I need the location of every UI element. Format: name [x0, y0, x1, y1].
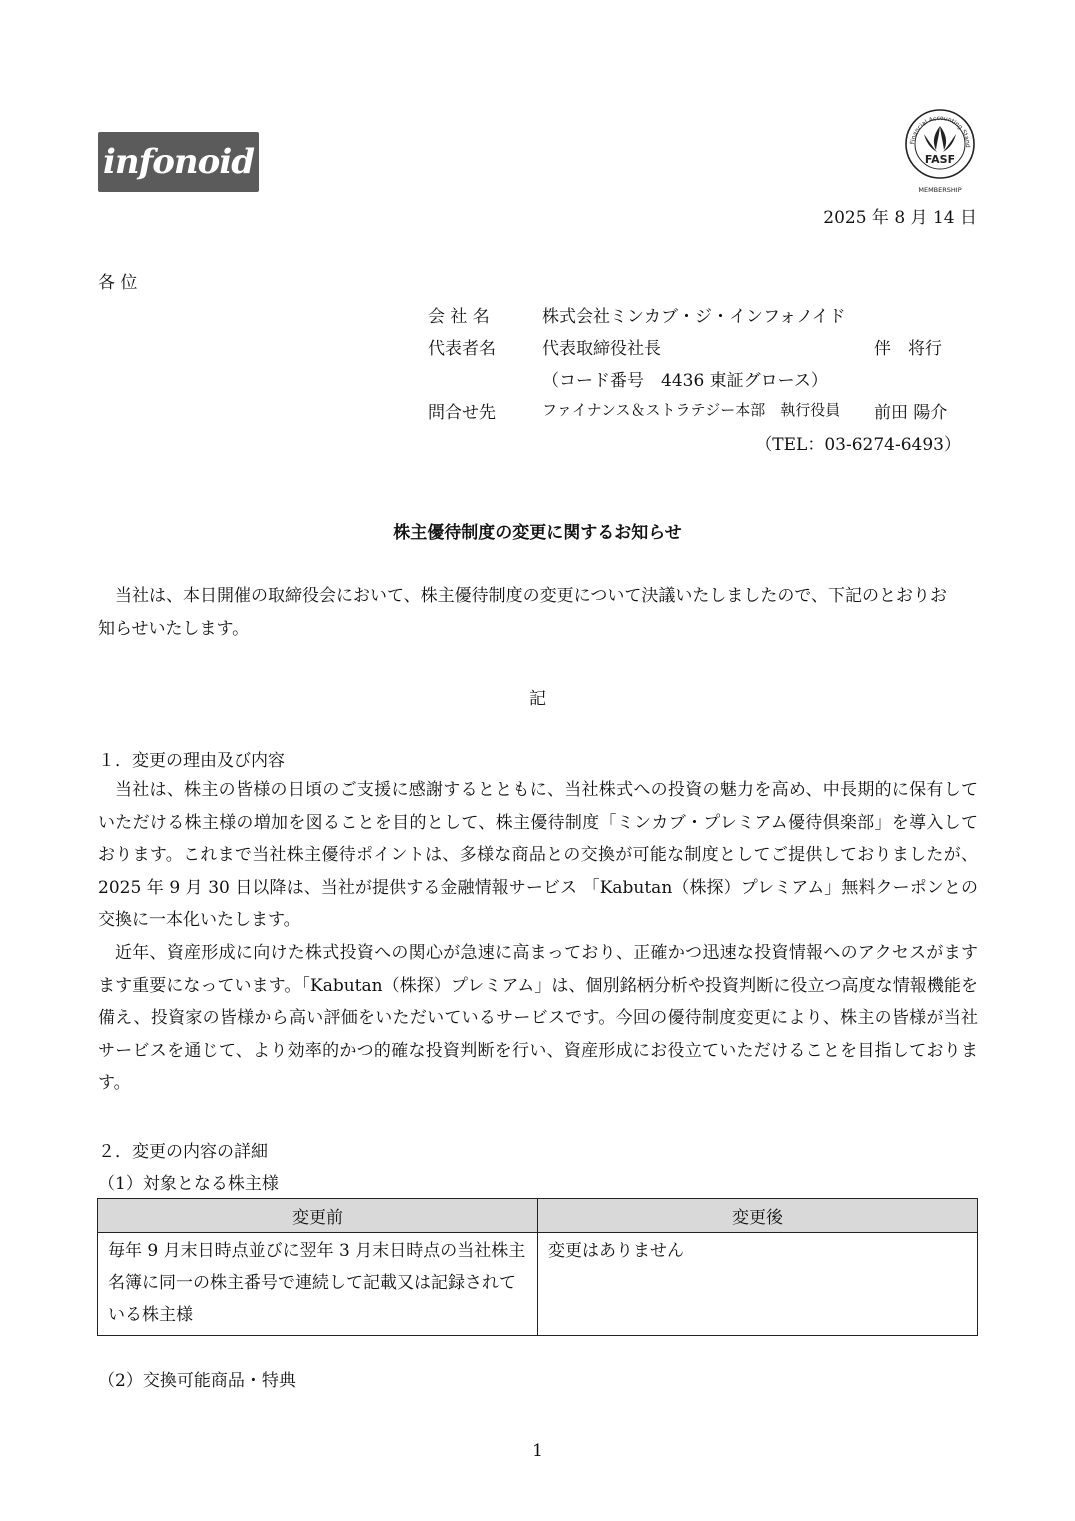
document-title: 株主優待制度の変更に関するお知らせ	[393, 523, 682, 543]
contact-label: 問合せ先	[428, 403, 496, 423]
fasf-ring-text: Financial Accounting Stand	[909, 114, 972, 148]
addressee: 各 位	[98, 273, 138, 293]
logo-text: infonoid	[102, 142, 255, 182]
company-logo	[98, 132, 259, 192]
table-header-after: 変更後	[538, 1199, 978, 1233]
company-name-label: 会 社 名	[428, 307, 490, 327]
stock-code: （コード番号 4436 東証グロース）	[542, 371, 828, 391]
contact-name: 前田 陽介	[874, 403, 948, 423]
table-cell-after: 変更はありません	[538, 1233, 978, 1336]
table-header-before: 変更前	[98, 1199, 538, 1233]
representative-title: 代表取締役社長	[542, 339, 661, 359]
intro-paragraph: 当社は、本日開催の取締役会において、株主優待制度の変更について決議いたしましたので、下記のとおりお知らせいたします。	[98, 586, 947, 639]
table-row	[98, 1233, 978, 1336]
fasf-text: FASF	[924, 153, 956, 166]
eligible-shareholders-table	[97, 1198, 978, 1336]
membership-label: MEMBERSHIP	[918, 186, 962, 194]
company-name: 株式会社ミンカブ・ジ・インフォノイド	[542, 307, 846, 327]
document-date: 2025 年 8 月 14 日	[823, 208, 977, 228]
table-header-row	[98, 1199, 978, 1233]
contact-department: ファイナンス＆ストラテジー本部 執行役員	[542, 401, 841, 419]
section2-sub2: （2）交換可能商品・特典	[98, 1371, 296, 1391]
contact-tel: （TEL：03-6274-6493）	[755, 435, 961, 455]
section1-paragraph-2: 近年、資産形成に向けた株式投資への関心が急速に高まっており、正確かつ迅速な投資情報へのアクセスがますます重要になっています。「Kabutan（株探）プレミアム」は、個別銘柄分析や投資判断に役立つ高度な情報機能を備え、投資家の皆様から高い評価をいただいているサービスです。今回の優待制度変更により、株主の皆様が当社サービスを通じて、より効率的かつ的確な投資判断を行い、資産形成にお役立ていただけることを目指しております。	[98, 942, 978, 1094]
section1-paragraph-1: 当社は、株主の皆様の日頃のご支援に感謝するとともに、当社株式への投資の魅力を高め、中長期的に保有していただける株主様の増加を図ることを目的として、株主優待制度「ミンカブ・プレミアム優待倶楽部」を導入しております。これまで当社株主優待ポイントは、多様な商品との交換が可能な制度としてご提供しておりましたが、2025 年 9 月 30 日以降は、当社が提供する金融情報サービス 「Kabutan（株探）プレミアム」無料クーポンとの交換に一本化いたします。	[98, 780, 978, 931]
representative-label: 代表者名	[428, 339, 496, 359]
representative-name: 伴 将行	[874, 339, 942, 359]
table-cell-before: 毎年 9 月末日時点並びに翌年 3 月末日時点の当社株主名簿に同一の株主番号で連続して記載又は記録されている株主様	[98, 1233, 538, 1336]
svg-text:Financial Accounting Standards	[904, 108, 971, 148]
section2-sub1: （1）対象となる株主様	[98, 1174, 279, 1194]
section2-heading: ２．変更の内容の詳細	[98, 1142, 268, 1162]
fasf-membership-logo	[904, 108, 976, 198]
section1-heading: １．変更の理由及び内容	[98, 751, 285, 771]
ki-marker: 記	[529, 689, 546, 709]
page-number: 1	[532, 1441, 543, 1461]
